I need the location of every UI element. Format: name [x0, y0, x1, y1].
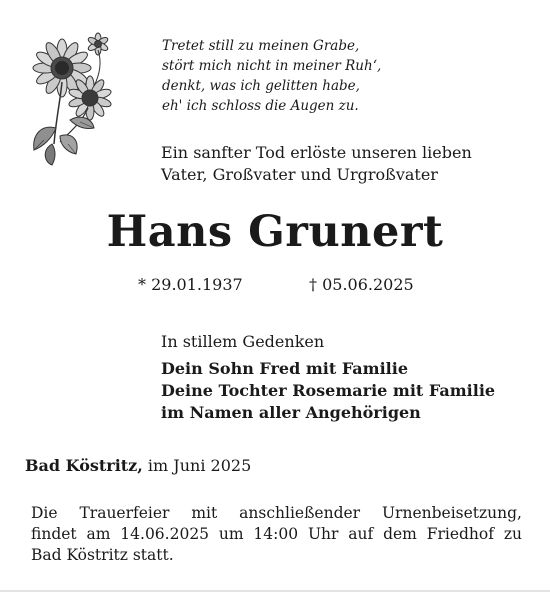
service-word: Uhr: [307, 525, 339, 543]
mourners-list: [161, 358, 495, 424]
service-line: Bad Köstritz statt.: [31, 546, 174, 564]
service-word: Urnenbeisetzung,: [381, 504, 522, 522]
service-word: Die: [31, 504, 58, 522]
service-word: am: [86, 525, 111, 543]
place-date: [25, 455, 251, 477]
service-word: Trauerfeier: [79, 504, 170, 522]
place-town: Bad Köstritz,: [25, 456, 143, 475]
service-word: 14:00: [253, 525, 299, 543]
service-word: anschließender: [239, 504, 361, 522]
mourner-line: im Namen aller Angehörigen: [161, 403, 421, 422]
memory-line: In stillem Gedenken: [161, 332, 325, 351]
intro-line: Vater, Großvater und Urgroßvater: [161, 165, 438, 184]
place-month: im Juni 2025: [147, 456, 252, 475]
service-line: [31, 524, 522, 545]
service-word: findet: [31, 525, 77, 543]
poem-line: stört mich nicht in meiner Ruh‘,: [162, 58, 382, 74]
deceased-name: Hans Grunert: [106, 207, 444, 257]
service-word: mit: [191, 504, 218, 522]
sunflower-icon: [30, 32, 118, 166]
mourner-line: Dein Sohn Fred mit Familie: [161, 359, 409, 378]
mourner-line: Deine Tochter Rosemarie mit Familie: [161, 381, 496, 400]
service-word: zu: [503, 525, 522, 543]
poem-line: Tretet still zu meinen Grabe,: [162, 38, 360, 54]
death-date: † 05.06.2025: [309, 275, 414, 294]
birth-date: * 29.01.1937: [138, 275, 243, 294]
service-word: dem: [383, 525, 417, 543]
service-word: auf: [348, 525, 374, 543]
service-word: 14.06.2025: [120, 525, 210, 543]
funeral-service-text: [31, 503, 522, 566]
poem-line: eh' ich schloss die Augen zu.: [162, 98, 359, 114]
service-line: [31, 503, 522, 524]
intro-text: [161, 142, 541, 186]
service-word: um: [218, 525, 244, 543]
poem: [162, 36, 542, 116]
service-word: Friedhof: [426, 525, 494, 543]
intro-line: Ein sanfter Tod erlöste unseren lieben: [161, 143, 472, 162]
poem-line: denkt, was ich gelitten habe,: [162, 78, 360, 94]
